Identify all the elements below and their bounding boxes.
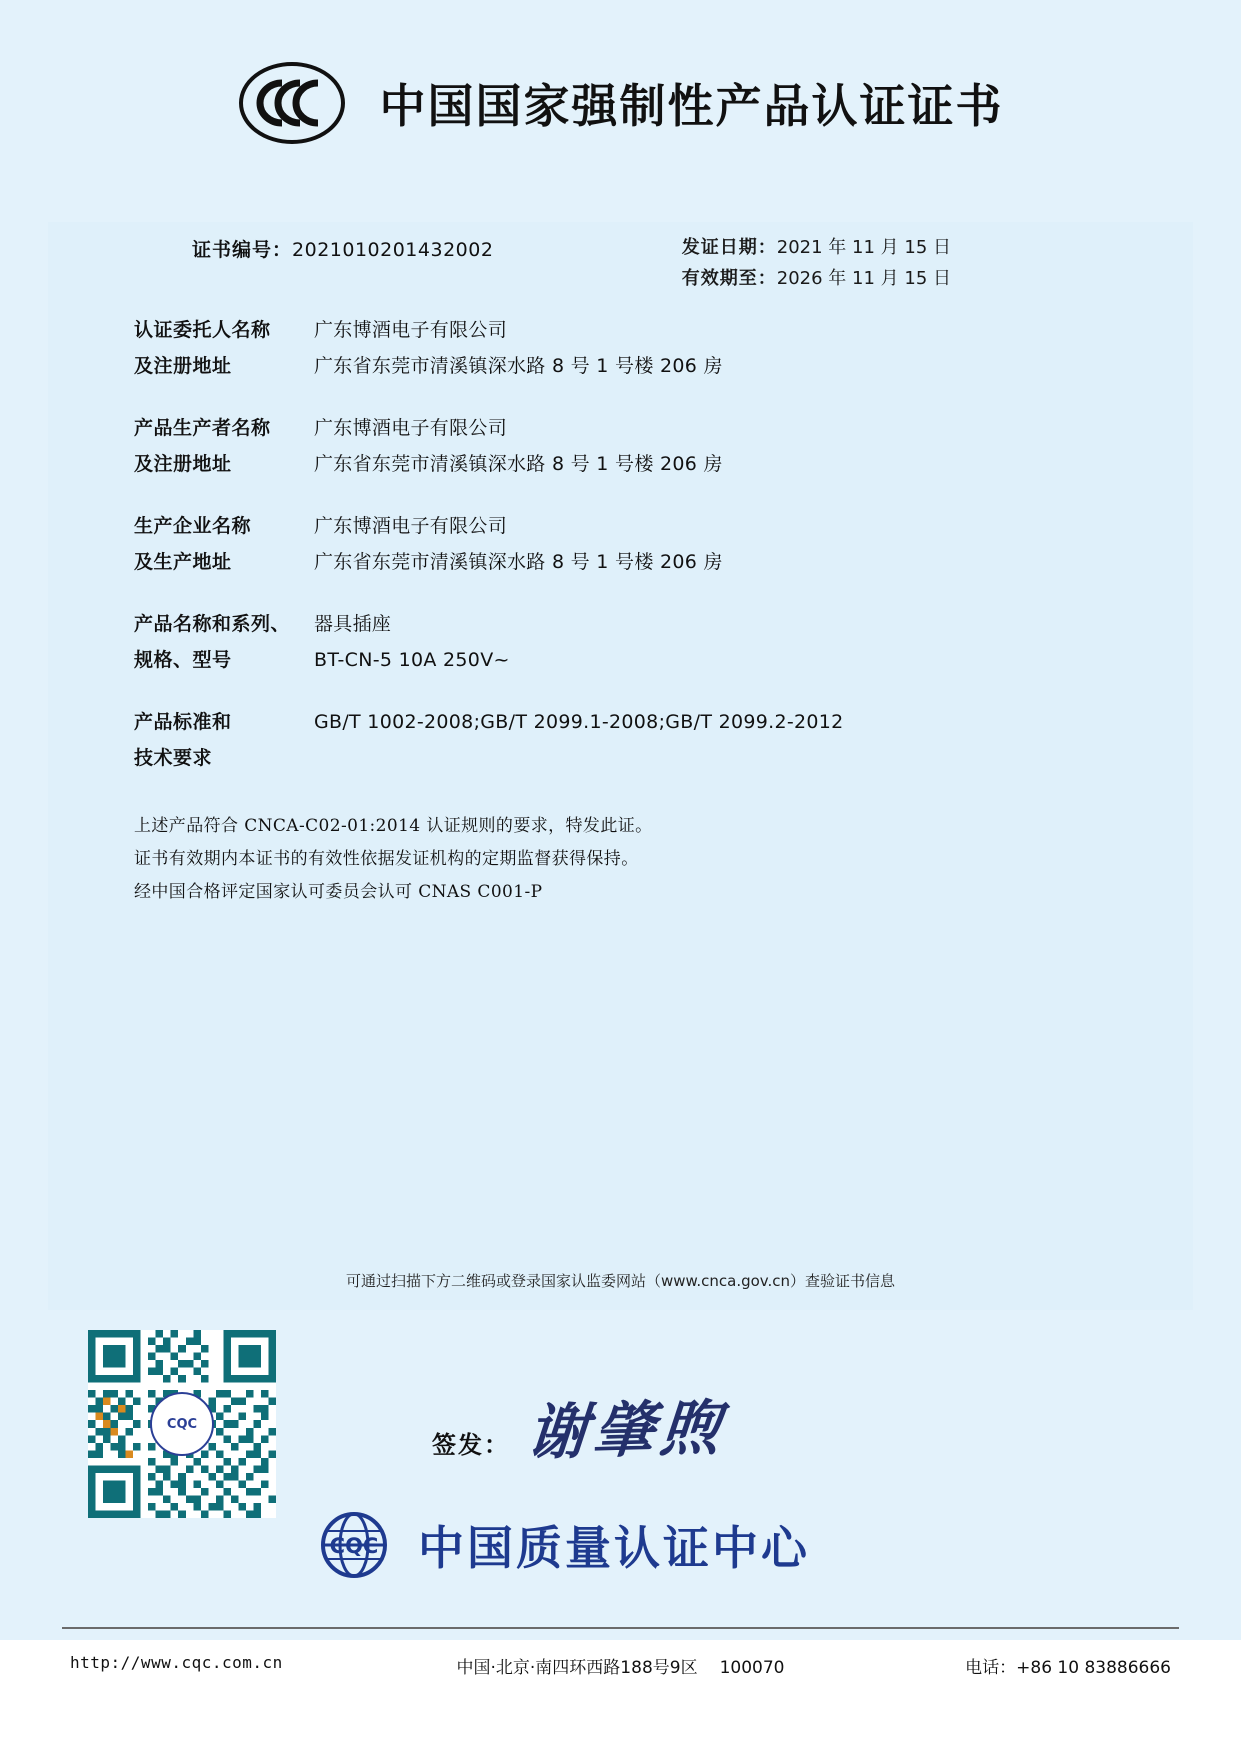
field-label-factory bbox=[134, 508, 314, 580]
qr-center-logo: CQC bbox=[150, 1392, 214, 1456]
statement-line-3: 经中国合格评定国家认可委员会认可 CNAS C001-P bbox=[134, 882, 543, 902]
field-label-standards bbox=[134, 704, 314, 776]
field-label-manufacturer bbox=[134, 410, 314, 482]
field-label-manufacturer-line2: 及注册地址 bbox=[134, 453, 232, 475]
field-value-standards-line1: GB/T 1002-2008;GB/T 2099.1-2008;GB/T 2099.2-2012 bbox=[314, 711, 844, 733]
field-label-product-line1: 产品名称和系列、 bbox=[134, 613, 291, 635]
field-value-factory-line1: 广东博酒电子有限公司 bbox=[314, 515, 508, 537]
field-value-product bbox=[314, 606, 510, 678]
field-label-product-line2: 规格、型号 bbox=[134, 649, 232, 671]
field-label-applicant-line1: 认证委托人名称 bbox=[134, 319, 271, 341]
cqc-globe-icon bbox=[300, 1510, 408, 1580]
certificate-fields bbox=[134, 312, 1094, 802]
field-row-manufacturer bbox=[134, 410, 1094, 482]
footer-divider bbox=[62, 1627, 1179, 1629]
field-label-factory-line2: 及生产地址 bbox=[134, 551, 232, 573]
issue-date-label: 发证日期： bbox=[681, 237, 777, 258]
certificate-qr-code bbox=[88, 1330, 276, 1518]
page-title: 中国国家强制性产品认证证书 bbox=[379, 79, 1004, 133]
certificate-statements bbox=[134, 810, 1094, 909]
verify-note: 可通过扫描下方二维码或登录国家认监委网站（www.cnca.gov.cn）查验证书信息 bbox=[345, 1272, 896, 1290]
field-value-manufacturer bbox=[314, 410, 723, 482]
field-label-factory-line1: 生产企业名称 bbox=[134, 515, 252, 537]
signature-name: 谢肇煦 bbox=[524, 1393, 729, 1469]
cqc-name: 中国质量认证中心 bbox=[418, 1521, 810, 1575]
certificate-number-label: 证书编号： bbox=[192, 239, 293, 261]
page-footer bbox=[62, 1645, 1179, 1685]
valid-until-value: 2026 年 11 月 15 日 bbox=[776, 268, 951, 289]
field-label-standards-line1: 产品标准和 bbox=[134, 711, 232, 733]
statement-line-1: 上述产品符合 CNCA-C02-01:2014 认证规则的要求，特发此证。 bbox=[134, 816, 653, 836]
field-row-product bbox=[134, 606, 1094, 678]
field-value-applicant-line1: 广东博酒电子有限公司 bbox=[314, 319, 508, 341]
field-row-standards bbox=[134, 704, 1094, 776]
certificate-number bbox=[192, 235, 493, 262]
valid-until-row bbox=[682, 263, 951, 294]
field-value-applicant-line2: 广东省东莞市清溪镇深水路 8 号 1 号楼 206 房 bbox=[314, 355, 723, 377]
field-value-applicant bbox=[314, 312, 723, 384]
field-row-factory bbox=[134, 508, 1094, 580]
field-value-standards bbox=[314, 704, 844, 740]
field-label-product bbox=[134, 606, 314, 678]
field-value-product-line2: BT-CN-5 10A 250V~ bbox=[314, 649, 510, 671]
footer-postcode: 100070 bbox=[719, 1658, 785, 1678]
field-value-manufacturer-line2: 广东省东莞市清溪镇深水路 8 号 1 号楼 206 房 bbox=[314, 453, 723, 475]
certificate-dates bbox=[682, 232, 951, 294]
field-value-factory bbox=[314, 508, 723, 580]
field-value-product-line1: 器具插座 bbox=[314, 613, 392, 635]
field-label-applicant-line2: 及注册地址 bbox=[134, 355, 232, 377]
certificate-header bbox=[0, 48, 1241, 158]
signature-label: 签发： bbox=[432, 1431, 510, 1459]
footer-address: 中国·北京·南四环西路188号9区 bbox=[456, 1658, 698, 1678]
footer-website[interactable]: http://www.cqc.com.cn bbox=[70, 1653, 283, 1672]
field-label-applicant bbox=[134, 312, 314, 384]
svg-text:CQC: CQC bbox=[329, 1534, 379, 1558]
cqc-logo bbox=[300, 1510, 810, 1580]
field-label-manufacturer-line1: 产品生产者名称 bbox=[134, 417, 271, 439]
footer-phone: 电话：+86 10 83886666 bbox=[965, 1658, 1171, 1678]
issue-date-value: 2021 年 11 月 15 日 bbox=[776, 237, 951, 258]
ccc-mark-icon bbox=[238, 61, 346, 145]
valid-until-label: 有效期至： bbox=[681, 268, 777, 289]
field-value-manufacturer-line1: 广东博酒电子有限公司 bbox=[314, 417, 508, 439]
field-row-applicant bbox=[134, 312, 1094, 384]
certificate-number-value: 2021010201432002 bbox=[292, 239, 494, 261]
statement-line-2: 证书有效期内本证书的有效性依据发证机构的定期监督获得保持。 bbox=[134, 849, 639, 869]
field-value-factory-line2: 广东省东莞市清溪镇深水路 8 号 1 号楼 206 房 bbox=[314, 551, 723, 573]
field-label-standards-line2: 技术要求 bbox=[134, 747, 213, 769]
issue-date-row bbox=[682, 232, 951, 263]
